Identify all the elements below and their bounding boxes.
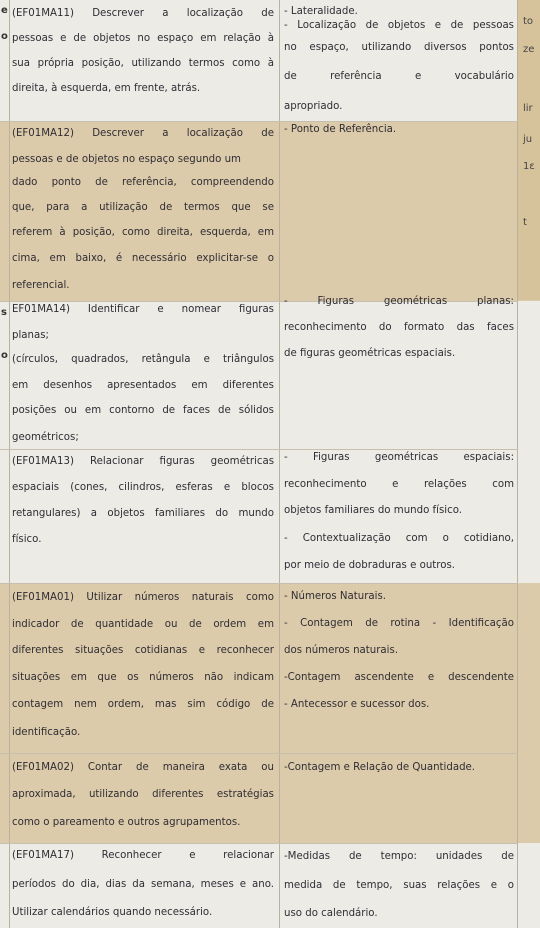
skill-text-line: pessoas e de objetos no espaço em relação à xyxy=(12,33,274,44)
skill-text-line: (EF01MA11) Descrever a localização de xyxy=(12,8,274,19)
skill-text-line: situações em que os números não indicam xyxy=(12,672,274,683)
edge-fragment: t xyxy=(523,217,527,228)
margin-mark: s xyxy=(1,307,7,318)
content-text-line: - Localização de objetos e de pessoas xyxy=(284,20,514,31)
skill-text-line: em desenhos apresentados em diferentes xyxy=(12,380,274,391)
content-text-line: -Contagem e Relação de Quantidade. xyxy=(284,762,476,773)
content-text-line: - Antecessor e sucessor dos. xyxy=(284,699,430,710)
content-text-line: medida de tempo, suas relações e o xyxy=(284,880,514,891)
content-text-line: - Contextualização com o cotidiano, xyxy=(284,533,514,544)
skill-text-line: (EF01MA02) Contar de maneira exata ou xyxy=(12,762,274,773)
skill-text-line: EF01MA14) Identificar e nomear figuras xyxy=(12,304,274,315)
content-text-line: de figuras geométricas espaciais. xyxy=(284,348,456,359)
margin-mark: o xyxy=(1,31,8,42)
table-right-border xyxy=(517,0,518,928)
row-divider xyxy=(0,449,518,450)
skill-text-line: períodos do dia, dias da semana, meses e ano. xyxy=(12,879,274,890)
content-text-line: apropriado. xyxy=(284,101,343,112)
content-text-line: - Figuras geométricas espaciais: xyxy=(284,452,514,463)
content-text-line: reconhecimento do formato das faces xyxy=(284,322,514,333)
skill-text-line: (círculos, quadrados, retângula e triângulos xyxy=(12,354,274,365)
skill-text-line: Utilizar calendários quando necessário. xyxy=(12,907,213,918)
skill-text-line: dado ponto de referência, compreendendo xyxy=(12,177,274,188)
skill-text-line: direita, à esquerda, em frente, atrás. xyxy=(12,83,201,94)
skill-text-line: espaciais (cones, cilindros, esferas e blocos xyxy=(12,482,274,493)
margin-mark: e xyxy=(1,5,8,16)
edge-fragment: ze xyxy=(523,44,535,55)
edge-fragment: ju xyxy=(523,134,533,145)
skill-text-line: geométricos; xyxy=(12,432,79,443)
skill-text-line: planas; xyxy=(12,330,49,341)
content-text-line: - Ponto de Referência. xyxy=(284,124,397,135)
edge-fragment: lir xyxy=(523,103,533,114)
skill-text-line: como o pareamento e outros agrupamentos. xyxy=(12,817,241,828)
skill-text-line: (EF01MA17) Reconhecer e relacionar xyxy=(12,850,274,861)
skill-text-line: sua própria posição, utilizando termos como à xyxy=(12,58,274,69)
edge-fragment: 1ε xyxy=(523,161,535,172)
row-divider xyxy=(0,753,518,754)
content-text-line: -Medidas de tempo: unidades de xyxy=(284,851,514,862)
row-divider xyxy=(0,583,518,584)
margin-mark: o xyxy=(1,350,8,361)
skill-text-line: que, para a utilização de termos que se xyxy=(12,202,274,213)
content-text-line: reconhecimento e relações com xyxy=(284,479,514,490)
skill-text-line: retangulares) a objetos familiares do mundo xyxy=(12,508,274,519)
skill-text-line: (EF01MA12) Descrever a localização de xyxy=(12,128,274,139)
table-left-border xyxy=(9,0,10,928)
skill-text-line: (EF01MA01) Utilizar números naturais como xyxy=(12,592,274,603)
content-text-line: no espaço, utilizando diversos pontos xyxy=(284,42,514,53)
content-text-line: - Números Naturais. xyxy=(284,591,387,602)
skill-text-line: cima, em baixo, é necessário explicitar-se o xyxy=(12,253,274,264)
skill-text-line: referem à posição, como direita, esquerda, em xyxy=(12,227,274,238)
content-text-line: de referência e vocabulário xyxy=(284,71,514,82)
skill-text-line: pessoas e de objetos no espaço segundo um xyxy=(12,154,241,165)
row-divider xyxy=(0,121,518,122)
content-text-line: uso do calendário. xyxy=(284,908,378,919)
content-text-line: por meio de dobraduras e outros. xyxy=(284,560,456,571)
skill-text-line: aproximada, utilizando diferentes estratégias xyxy=(12,789,274,800)
skill-text-line: identificação. xyxy=(12,727,81,738)
content-text-line: - Lateralidade. xyxy=(284,6,358,17)
skill-text-line: (EF01MA13) Relacionar figuras geométricas xyxy=(12,456,274,467)
content-text-line: - Contagem de rotina - Identificação xyxy=(284,618,514,629)
content-text-line: - Figuras geométricas planas: xyxy=(284,296,514,307)
skill-text-line: referencial. xyxy=(12,280,70,291)
skill-text-line: diferentes situações cotidianas e reconhecer xyxy=(12,645,274,656)
skill-text-line: posições ou em contorno de faces de sólidos xyxy=(12,405,274,416)
column-divider xyxy=(279,0,280,928)
content-text-line: -Contagem ascendente e descendente xyxy=(284,672,514,683)
skill-text-line: físico. xyxy=(12,534,42,545)
skill-text-line: indicador de quantidade ou de ordem em xyxy=(12,619,274,630)
content-text-line: objetos familiares do mundo físico. xyxy=(284,505,462,516)
row-divider xyxy=(0,843,518,844)
skill-text-line: contagem nem ordem, mas sim código de xyxy=(12,699,274,710)
edge-fragment: to xyxy=(523,16,534,27)
content-text-line: dos números naturais. xyxy=(284,645,399,656)
